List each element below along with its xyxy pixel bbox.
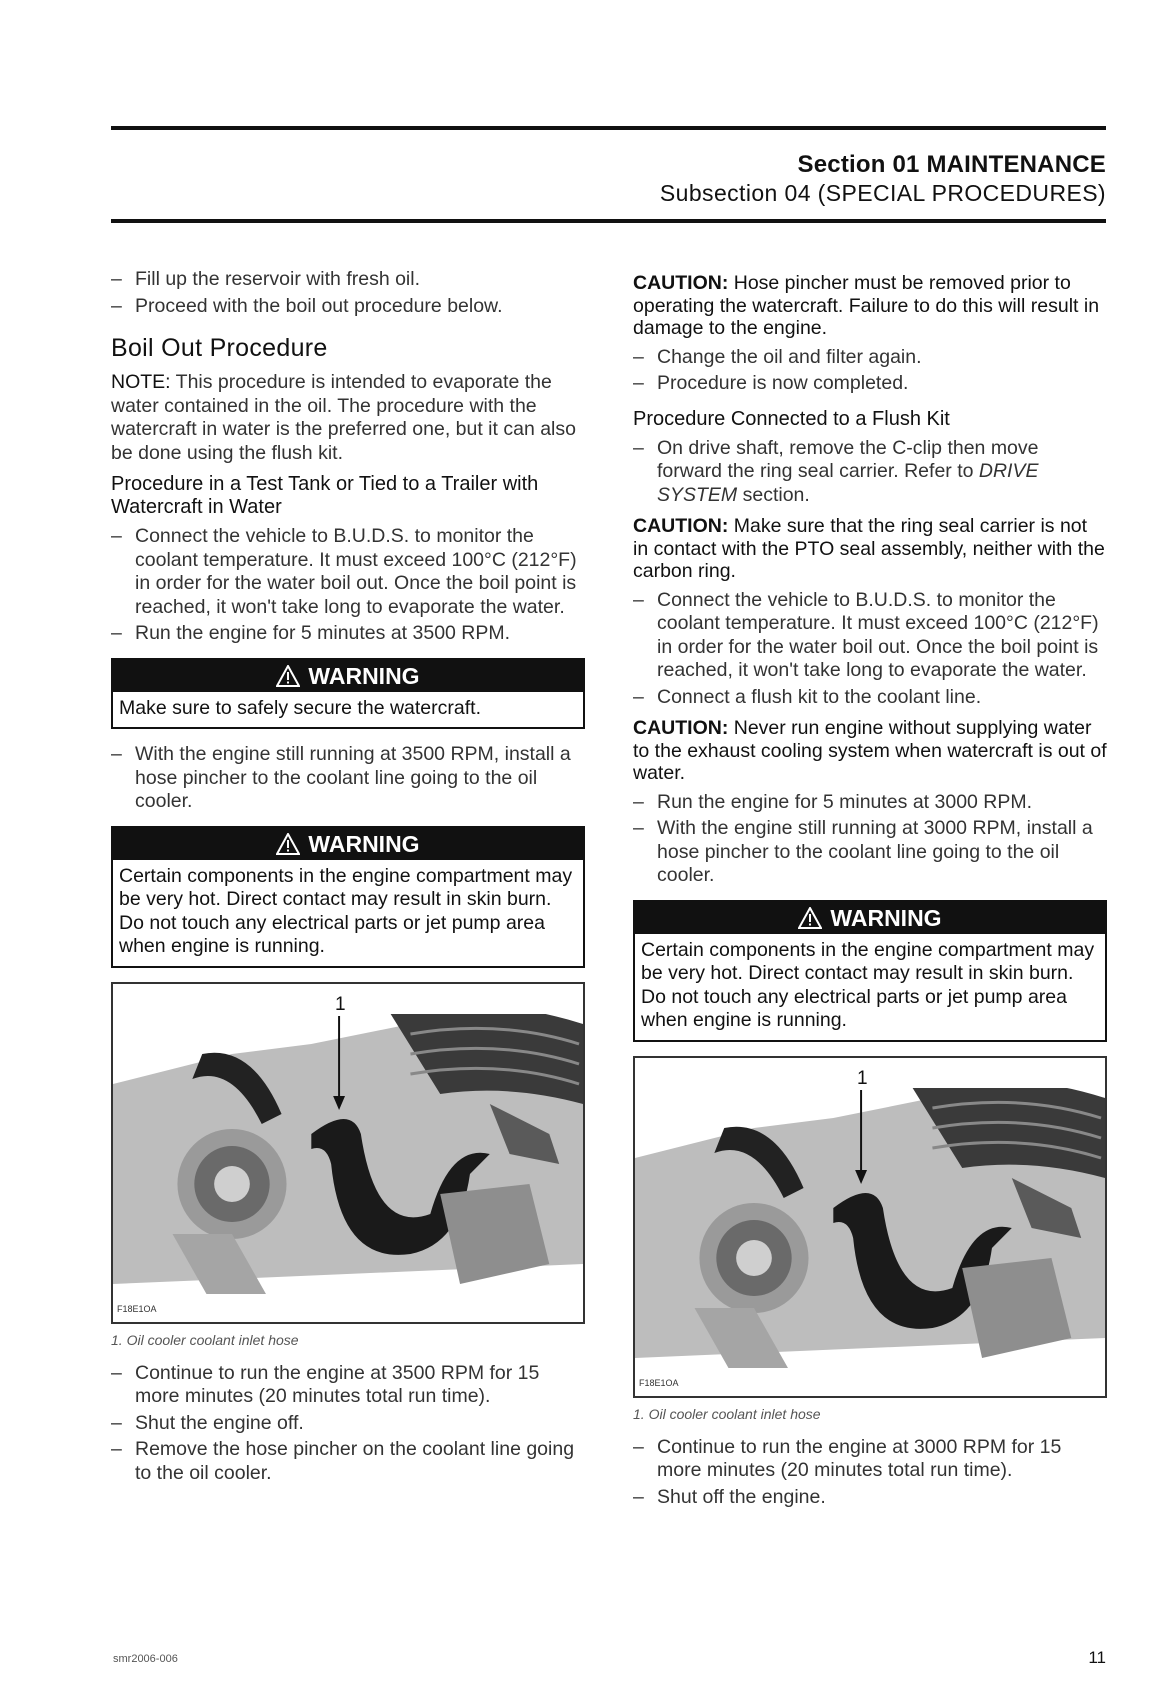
warning-triangle-icon	[276, 833, 300, 855]
warning-text: Certain components in the engine compartment may be very hot. Direct contact may result in skin burn. Do not touch any electrical parts or jet pump area when engine is running.	[119, 864, 573, 957]
bullet-run-engine-3000: – Run the engine for 5 minutes at 3000 RPM.	[633, 791, 1107, 815]
bullet-shut-engine: – Shut the engine off.	[111, 1412, 585, 1436]
engine-hose-photo	[111, 982, 585, 1324]
figure-code: F18E1OA	[117, 1303, 157, 1314]
right-column	[633, 268, 1107, 1512]
bullet-continue-3000: – Continue to run the engine at 3000 RPM for 15 more minutes (20 minutes total run time).	[633, 1436, 1107, 1483]
caution-text: Make sure that the ring seal carrier is not in contact with the PTO seal assembly, neither with the carbon ring.	[633, 515, 1105, 582]
figure-caption: 1. Oil cooler coolant inlet hose	[111, 1331, 299, 1348]
drive-shaft-text-end: section.	[737, 483, 810, 506]
warning-box-secure	[111, 658, 585, 730]
warning-triangle-icon	[798, 907, 822, 929]
caution-ring-seal	[633, 515, 1107, 583]
figure-code: F18E1OA	[639, 1377, 679, 1388]
warning-box-hot-components	[111, 826, 585, 968]
warning-title-bar	[635, 902, 1105, 934]
bullet-change-oil: – Change the oil and filter again.	[633, 346, 1107, 370]
bullet-remove-pincher: – Remove the hose pincher on the coolant line going to the oil cooler.	[111, 1438, 585, 1485]
bullet-drive-shaft	[633, 437, 1107, 508]
engine-hose-photo	[633, 1056, 1107, 1398]
bullet-install-pincher: – With the engine still running at 3000 RPM, install a hose pincher to the coolant line going to the oil cooler.	[633, 817, 1107, 888]
footer-document-code: smr2006-006	[113, 1653, 178, 1665]
bullet-proceed-boil-out: – Proceed with the boil out procedure below.	[111, 295, 585, 319]
caution-label: CAUTION:	[633, 717, 729, 739]
bullet-connect-buds: – Connect the vehicle to B.U.D.S. to monitor the coolant temperature. It must exceed 100°C (212°F) in order for the water boil out. Once the boil point is reached, it won't take long to evaporate the water.	[111, 525, 585, 619]
left-column	[111, 268, 585, 1488]
bullet-connect-buds: – Connect the vehicle to B.U.D.S. to monitor the coolant temperature. It must exceed 100°C (212°F) in order for the water boil out. Once the boil point is reached, it won't take long to evaporate the water.	[633, 589, 1107, 683]
bullet-shut-off-engine: – Shut off the engine.	[633, 1486, 1107, 1510]
section-title: Section 01 MAINTENANCE	[797, 151, 1106, 178]
figure-caption: 1. Oil cooler coolant inlet hose	[633, 1405, 821, 1422]
boil-out-heading: Boil Out Procedure	[111, 334, 328, 362]
page-number: 11	[1088, 1648, 1106, 1667]
figure-callout-number: 1	[857, 1067, 868, 1089]
bullet-run-engine-3500: – Run the engine for 5 minutes at 3500 RPM.	[111, 622, 585, 646]
warning-text: Certain components in the engine compartment may be very hot. Direct contact may result in skin burn. Do not touch any electrical parts or jet pump area when engine is running.	[641, 938, 1095, 1031]
warning-title-bar	[113, 660, 583, 692]
caution-label: CAUTION:	[633, 272, 729, 294]
test-tank-subheading: Procedure in a Test Tank or Tied to a Trailer with Watercraft in Water	[111, 473, 539, 518]
bullet-fill-reservoir: – Fill up the reservoir with fresh oil.	[111, 268, 585, 292]
note-label: NOTE:	[111, 371, 171, 393]
boil-out-note	[111, 371, 585, 465]
caution-never-run	[633, 717, 1107, 785]
caution-label: CAUTION:	[633, 515, 729, 537]
header-rule-top	[111, 126, 1106, 130]
warning-triangle-icon	[276, 665, 300, 687]
bullet-continue-3500: – Continue to run the engine at 3500 RPM for 15 more minutes (20 minutes total run time).	[111, 1362, 585, 1409]
engine-photo-illustration	[635, 1058, 1105, 1396]
bullet-connect-flush-kit: – Connect a flush kit to the coolant line.	[633, 686, 1107, 710]
figure-callout-number: 1	[335, 993, 346, 1015]
subsection-title: Subsection 04 (SPECIAL PROCEDURES)	[659, 180, 1106, 206]
header-rule-bottom	[111, 219, 1106, 223]
bullet-procedure-completed: – Procedure is now completed.	[633, 372, 1107, 396]
warning-title-bar	[113, 828, 583, 860]
caution-text: Hose pincher must be removed prior to operating the watercraft. Failure to do this will result in damage to the engine.	[633, 272, 1100, 339]
flush-kit-subheading: Procedure Connected to a Flush Kit	[633, 407, 950, 430]
bullet-install-pincher: – With the engine still running at 3500 RPM, install a hose pincher to the coolant line going to the oil cooler.	[111, 743, 585, 814]
caution-remove-pincher	[633, 272, 1107, 340]
warning-box-hot-components	[633, 900, 1107, 1042]
caution-text: Never run engine without supplying water to the exhaust cooling system when watercraft is out of water.	[633, 717, 1107, 784]
warning-title: WARNING	[830, 904, 942, 931]
drive-shaft-text: On drive shaft, remove the C-clip then move forward the ring seal carrier. Refer to	[657, 436, 1039, 482]
engine-photo-illustration	[113, 984, 583, 1322]
note-text: This procedure is intended to evaporate the water contained in the oil. The procedure with the watercraft in water is the preferred one, but it can also be done using the flush kit.	[111, 371, 576, 464]
warning-title: WARNING	[308, 830, 420, 857]
drive-system-reference: DRIVE SYSTEM	[657, 460, 1039, 506]
warning-text: Make sure to safely secure the watercraft.	[119, 696, 481, 719]
warning-title: WARNING	[308, 662, 420, 689]
